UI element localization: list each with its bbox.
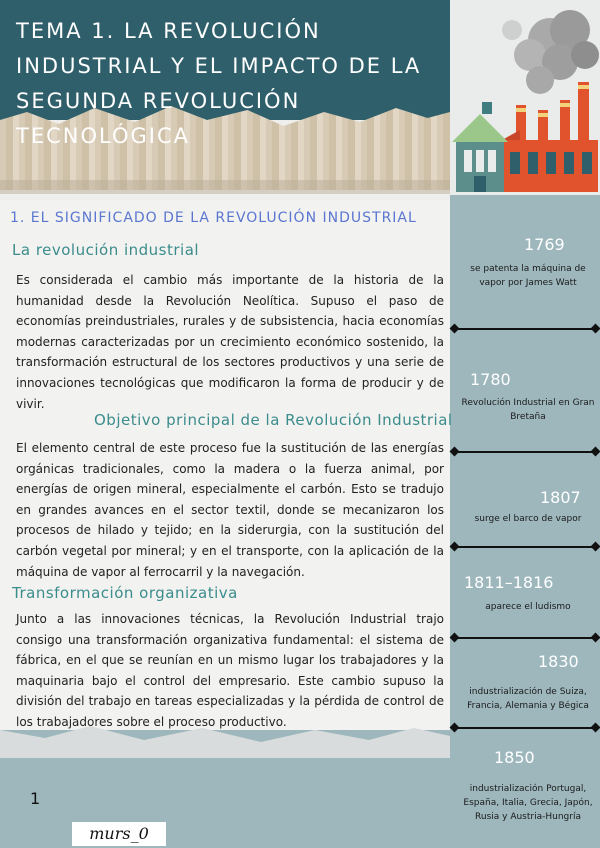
torn-paper-shadow [0, 180, 450, 194]
section-heading: 1. EL SIGNIFICADO DE LA REVOLUCIÓN INDUSTRIAL [10, 210, 417, 226]
timeline-text-1830: industrialización de Suiza, Francia, Alemania y Bégica [467, 687, 589, 711]
timeline-divider [455, 328, 595, 330]
timeline-year-1811: 1811–1816 [464, 573, 554, 592]
timeline-divider [455, 637, 595, 639]
timeline-year-1769: 1769 [524, 235, 565, 254]
block-text-revolucion: Es considerada el cambio más importante de la historia de la humanidad desde la Revolución Neolítica. Supuso el paso de economías preindustriales, rurales y de subsistencia, hacia economías modernas caracterizadas por un crecimiento económico sostenido, la transformación estructural de los sectores productivos y una serie de innovaciones tecnológicas que modificaron la forma de producir y de vivir. [16, 273, 444, 411]
page-title: TEMA 1. LA REVOLUCIÓN INDUSTRIAL Y EL IMPACTO DE LA SEGUNDA REVOLUCIÓN TECNOLÓGICA [16, 19, 422, 148]
timeline-text-1850: industrialización Portugal, España, Italia, Grecia, Japón, Rusia y Austria-Hungría [463, 784, 593, 822]
timeline-divider [455, 451, 595, 453]
timeline-year-1850: 1850 [494, 748, 535, 767]
block-text-transformacion: Junto a las innovaciones técnicas, la Revolución Industrial trajo consigo una transformación organizativa fundamental: el sistema de fábrica, en el que se reunían en un mismo lugar los trabajadores y la maquinaria bajo el control del empresario. Este cambio supuso la división del trabajo en tareas especializadas y la pérdida de control de los trabajadores sobre el proceso productivo. [16, 612, 444, 729]
block-heading-transformacion: Transformación organizativa [12, 584, 238, 602]
page-number: 1 [30, 789, 41, 808]
timeline-text-1769: se patenta la máquina de vapor por James Watt [470, 264, 586, 288]
timeline-year-1780: 1780 [470, 370, 511, 389]
block-heading-revolucion: La revolución industrial [12, 241, 200, 259]
timeline-year-1807: 1807 [540, 488, 581, 507]
block-heading-objetivo: Objetivo principal de la Revolución Industrial [94, 411, 453, 429]
timeline-divider [455, 546, 595, 548]
factory-icon [450, 0, 600, 195]
timeline-divider [455, 727, 595, 729]
timeline-text-1811: aparece el ludismo [485, 602, 571, 612]
illustration-area [450, 0, 600, 195]
block-text-objetivo: El elemento central de este proceso fue la sustitución de las energías orgánicas tradicionales, como la madera o la fuerza animal, por energías de origen mineral, especialmente el carbón. Esto se tradujo en grandes avances en el sector textil, donde se mecanizaron los procesos de hilado y tejido; en la siderurgia, con la sustitución del carbón vegetal por mineral; y en el transporte, con la aplicación de la máquina de vapor al ferrocarril y la navegación. [16, 441, 444, 579]
timeline-text-1780: Revolución Industrial en Gran Bretaña [461, 398, 595, 422]
timeline-year-1830: 1830 [538, 652, 579, 671]
timeline-text-1807: surge el barco de vapor [474, 514, 582, 524]
author-signature: murs_0 [72, 822, 166, 846]
